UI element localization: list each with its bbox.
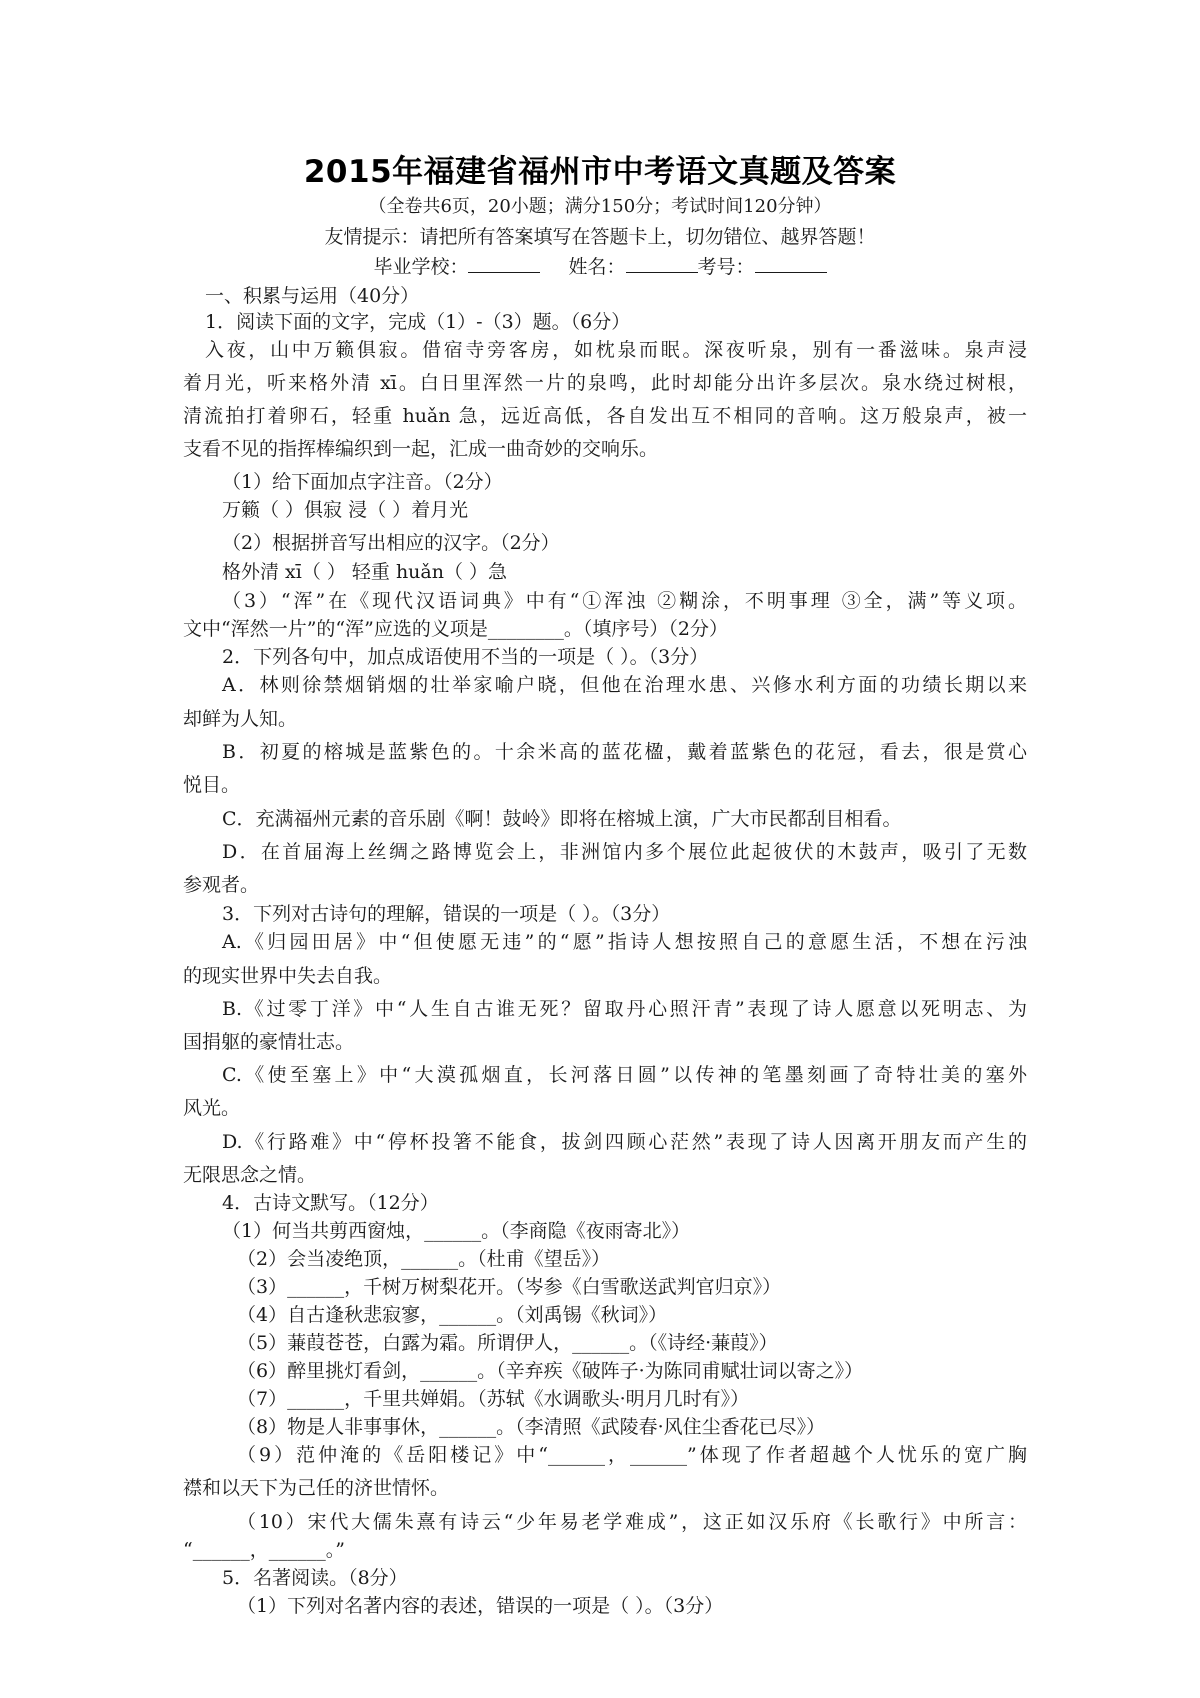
q3-option-b-cont: 国捐躯的豪情壮志。 [183,1031,355,1053]
q4-stem: 4．古诗文默写。（12分） [222,1192,439,1214]
q2-option-d: D．在首届海上丝绸之路博览会上，非洲馆内多个展位此起彼伏的木鼓声，吸引了无数 [222,841,1027,863]
q4-item: （3）______，千树万树梨花开。（岑参《白雪歌送武判官归京》） [237,1276,782,1298]
q4-item: （8）物是人非事事休，______。（李清照《武陵春·风住尘香花已尽》） [237,1416,826,1438]
q3-option-c: C.《使至塞上》中“大漠孤烟直，长河落日圆”以传神的笔墨刻画了奇特壮美的塞外 [222,1064,1027,1086]
student-info-line [0,252,1200,279]
q1-passage-line: 清流拍打着卵石，轻重 huǎn 急，远近高低，各自发出互不相同的音响。这万般泉声，被一 [183,405,1027,427]
q1-part3-line: （3）“浑”在《现代汉语词典》中有“①浑浊 ②糊涂，不明事理 ③全，满”等义项。 [222,590,1027,612]
q3-option-c-cont: 风光。 [183,1097,241,1119]
q4-item: （4）自古逢秋悲寂寥，______。（刘禹锡《秋词》） [237,1304,668,1326]
name-blank[interactable] [626,254,698,273]
q4-item10: （10）宋代大儒朱熹有诗云“少年易老学难成”，这正如汉乐府《长歌行》中所言： [237,1511,1027,1533]
q4-item: （5）蒹葭苍苍，白露为霜。所谓伊人，______。（《诗经·蒹葭》） [237,1332,778,1354]
q2-option-d-cont: 参观者。 [183,874,260,896]
q3-option-b: B.《过零丁洋》中“人生自古谁无死？留取丹心照汗青”表现了诗人愿意以死明志、为 [222,998,1027,1020]
q4-item10-cont: “______，______。” [183,1539,345,1561]
q3-option-d: D.《行路难》中“停杯投箸不能食，拔剑四顾心茫然”表现了诗人因离开朋友而产生的 [222,1131,1027,1153]
q4-item: （7）______，千里共婵娟。（苏轼《水调歌头·明月几时有》） [237,1388,750,1410]
q2-option-c: C．充满福州元素的音乐剧《啊！鼓岭》即将在榕城上演，广大市民都刮目相看。 [222,808,902,830]
q3-stem: 3．下列对古诗句的理解，错误的一项是（ ）。（3分） [222,903,671,925]
q1-part1-items: 万籁（ ）俱寂 浸（ ）着月光 [222,499,469,521]
friendly-tip: 友情提示：请把所有答案填写在答题卡上，切勿错位、越界答题！ [324,226,876,248]
q1-part1-stem: （1）给下面加点字注音。（2分） [222,471,503,493]
q3-option-d-cont: 无限思念之情。 [183,1164,317,1186]
name-label: 姓名： [568,256,626,278]
q1-part3-line: 文中“浑然一片”的“浑”应选的义项是________。（填序号）（2分） [183,618,728,640]
q2-option-b: B．初夏的榕城是蓝紫色的。十余米高的蓝花楹，戴着蓝紫色的花冠，看去，很是赏心 [222,741,1027,763]
q2-stem: 2．下列各句中，加点成语使用不当的一项是（ ）。（3分） [222,646,709,668]
q3-option-a-cont: 的现实世界中失去自我。 [183,965,393,987]
exam-title: 2015年福建省福州市中考语文真题及答案 [303,154,897,190]
q5-part1: （1）下列对名著内容的表述，错误的一项是（ ）。（3分） [237,1595,724,1617]
q2-option-a-cont: 却鲜为人知。 [183,708,298,730]
q1-passage-line: 支看不见的指挥棒编织到一起，汇成一曲奇妙的交响乐。 [183,438,659,460]
id-label: 考号： [697,256,755,278]
q4-item: （1）何当共剪西窗烛，______。（李商隐《夜雨寄北》） [222,1220,691,1242]
q4-item: （6）醉里挑灯看剑，______。（辛弃疾《破阵子·为陈同甫赋壮词以寄之》） [237,1360,864,1382]
q2-option-a: A．林则徐禁烟销烟的壮举家喻户晓，但他在治理水患、兴修水利方面的功绩长期以来 [222,674,1027,696]
q4-item9-cont: 襟和以天下为己任的济世情怀。 [183,1477,450,1499]
q4-item9: （9）范仲淹的《岳阳楼记》中“______，______”体现了作者超越个人忧乐的宽广胸 [237,1444,1027,1466]
q1-passage-line: 入夜，山中万籁俱寂。借宿寺旁客房，如枕泉而眠。深夜听泉，别有一番滋味。泉声浸 [205,339,1027,361]
q1-part2-items: 格外清 xī（ ） 轻重 huǎn（ ）急 [222,561,508,583]
q4-item: （2）会当凌绝顶，______。（杜甫《望岳》） [237,1248,611,1270]
exam-subtitle: （全卷共6页，20小题；满分150分；考试时间120分钟） [368,196,832,217]
q5-stem: 5．名著阅读。（8分） [222,1567,408,1589]
q3-option-a: A.《归园田居》中“但使愿无违”的“愿”指诗人想按照自己的意愿生活，不想在污浊 [222,931,1027,953]
section-heading: 一、积累与运用（40分） [205,285,420,307]
q1-stem: 1．阅读下面的文字，完成（1）-（3）题。（6分） [205,311,631,333]
school-blank[interactable] [468,254,540,273]
school-label: 毕业学校： [373,256,469,278]
q2-option-b-cont: 悦目。 [183,774,241,796]
q1-passage-line: 着月光，听来格外清 xī。白日里浑然一片的泉鸣，此时却能分出许多层次。泉水绕过树根， [183,372,1027,394]
q1-part2-stem: （2）根据拼音写出相应的汉字。（2分） [222,532,560,554]
id-blank[interactable] [755,254,827,273]
